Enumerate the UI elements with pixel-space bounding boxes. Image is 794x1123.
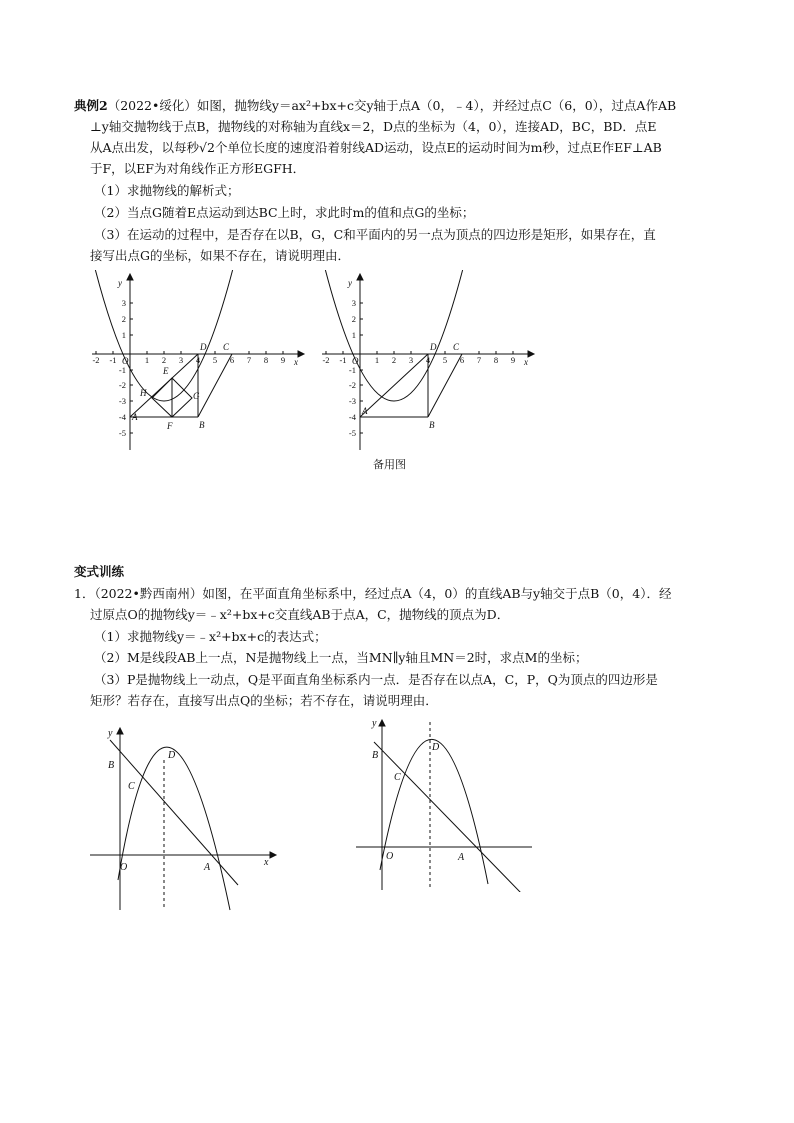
point-g-label: G	[193, 391, 200, 401]
point-c-label: C	[453, 342, 460, 352]
x-tick: -1	[339, 355, 347, 365]
x-tick: 5	[442, 355, 448, 365]
x-tick: 1	[144, 355, 150, 365]
parabola	[95, 270, 235, 401]
point-a-label: A	[458, 852, 465, 863]
variant-figure-2	[352, 712, 542, 892]
variant-question-3a: （3）P是抛物线上一动点，Q是平面直角坐标系内一点．是否存在以点A，C，P，Q为顶点的四边形是	[94, 672, 658, 687]
point-f-label: F	[167, 421, 173, 431]
y-tick: 2	[351, 314, 356, 324]
x-tick: 7	[476, 355, 482, 365]
example-line-1	[74, 95, 676, 116]
point-c-label: C	[128, 781, 135, 792]
y-tick: -2	[348, 380, 356, 390]
x-tick: 9	[280, 355, 286, 365]
example-line-2: ⊥y轴交抛物线于点B，抛物线的对称轴为直线x＝2，D点的坐标为（4，0），连接AD，BC，BD．点E	[90, 119, 657, 134]
x-tick: 8	[263, 355, 269, 365]
example-figure-backup	[318, 270, 540, 456]
point-o-label: O	[386, 851, 394, 862]
origin-label: O	[352, 356, 359, 366]
example-question-1: （1）求抛物线的解析式；	[94, 183, 240, 198]
point-b-label: B	[108, 760, 115, 771]
point-c-label: C	[394, 772, 401, 783]
variant-question-1: （1）求抛物线y＝﹣x²+bx+c的表达式；	[94, 629, 327, 644]
example-question-3a: （3）在运动的过程中，是否存在以B，G，C和平面内的另一点为顶点的四边形是矩形，如果存在，直	[94, 227, 656, 242]
example-question-2: （2）当点G随着E点运动到达BC上时，求此时m的值和点G的坐标；	[94, 205, 475, 220]
y-tick: -4	[118, 412, 126, 422]
variant-line-2: 过原点O的抛物线y＝﹣x²+bx+c交直线AB于点A，C，抛物线的顶点为D．	[90, 607, 510, 622]
y-axis-arrow	[357, 274, 363, 280]
y-axis-arrow	[379, 720, 385, 726]
y-axis-label: y	[372, 718, 377, 729]
y-tick: -2	[118, 380, 126, 390]
point-b-label: B	[372, 750, 379, 761]
origin-label: O	[122, 356, 129, 366]
parabola	[325, 270, 465, 401]
y-axis-label: y	[108, 728, 113, 739]
y-axis-arrow	[127, 274, 133, 280]
x-axis-label: x	[294, 357, 298, 367]
x-tick: 6	[459, 355, 465, 365]
example-figure-main	[88, 270, 310, 456]
point-d-label: D	[432, 742, 440, 753]
point-b-label: B	[429, 420, 435, 430]
y-tick: 1	[351, 330, 356, 340]
variant-heading: 变式训练	[74, 564, 125, 579]
variant-figure-1	[88, 720, 288, 914]
x-tick: 6	[229, 355, 235, 365]
variant-question-2: （2）M是线段AB上一点，N是抛物线上一点，当MN∥y轴且MN＝2时，求点M的坐标；	[94, 650, 588, 665]
example-line-4: 于F，以EF为对角线作正方形EGFH．	[90, 161, 306, 176]
y-tick: 3	[121, 298, 126, 308]
y-tick: 1	[121, 330, 126, 340]
y-tick: -1	[118, 365, 126, 375]
x-axis-label: x	[524, 357, 528, 367]
variant-question-3b: 矩形？若存在，直接写出点Q的坐标；若不存在，请说明理由．	[90, 693, 438, 708]
point-e-label: E	[163, 366, 169, 376]
y-tick: -5	[118, 428, 126, 438]
x-tick: 3	[178, 355, 184, 365]
backup-figure-caption: 备用图	[373, 459, 406, 471]
x-tick: 8	[493, 355, 499, 365]
y-axis-arrow	[117, 728, 123, 734]
example-question-3b: 接写出点G的坐标，如果不存在，请说明理由．	[90, 248, 350, 263]
y-tick: 3	[351, 298, 356, 308]
x-tick: -2	[92, 355, 100, 365]
parabola	[380, 739, 488, 884]
y-tick: -3	[348, 396, 356, 406]
point-d-label: D	[200, 342, 207, 352]
x-axis-arrow	[528, 351, 534, 357]
point-d-label: D	[430, 342, 437, 352]
x-tick: 2	[391, 355, 397, 365]
x-tick: 5	[212, 355, 218, 365]
x-tick: -2	[322, 355, 330, 365]
x-tick: 2	[161, 355, 167, 365]
x-axis-arrow	[270, 852, 276, 858]
x-axis-label: x	[264, 857, 269, 868]
x-tick: -1	[109, 355, 117, 365]
example-text-1: （2022•绥化）如图，抛物线y＝ax²+bx+c交y轴于点A（0，﹣4），并经过点C（6，0），过点A作AB	[107, 98, 677, 113]
y-axis-label: y	[118, 278, 122, 288]
x-tick: 3	[408, 355, 414, 365]
line-ab	[374, 742, 522, 892]
point-d-label: D	[168, 750, 176, 761]
x-tick: 9	[510, 355, 516, 365]
parabola	[118, 747, 230, 910]
variant-line-1: 1．（2022•黔西南州）如图，在平面直角坐标系中，经过点A（4，0）的直线AB与y轴交于点B（0，4）．经	[74, 586, 672, 601]
example-label: 典例2	[74, 98, 108, 113]
x-tick: 7	[246, 355, 252, 365]
point-a-label: A	[362, 406, 368, 416]
example-line-3: 从A点出发，以每秒√2个单位长度的速度沿着射线AD运动，设点E的运动时间为m秒，过点E作EF⊥AB	[90, 140, 662, 155]
point-a-label: A	[132, 412, 138, 422]
x-tick: 4	[195, 355, 201, 365]
y-axis-label: y	[348, 278, 352, 288]
point-h-label: H	[140, 388, 147, 398]
y-tick: -5	[348, 428, 356, 438]
x-axis-arrow	[298, 351, 304, 357]
point-a-label: A	[204, 862, 211, 873]
x-tick: 1	[374, 355, 380, 365]
line-ab	[110, 740, 238, 885]
y-tick: -3	[118, 396, 126, 406]
point-c-label: C	[223, 342, 230, 352]
y-tick: -4	[348, 412, 356, 422]
point-b-label: B	[199, 420, 205, 430]
point-o-label: O	[120, 862, 128, 873]
x-tick: 4	[425, 355, 431, 365]
y-tick: 2	[121, 314, 126, 324]
y-tick: -1	[348, 365, 356, 375]
